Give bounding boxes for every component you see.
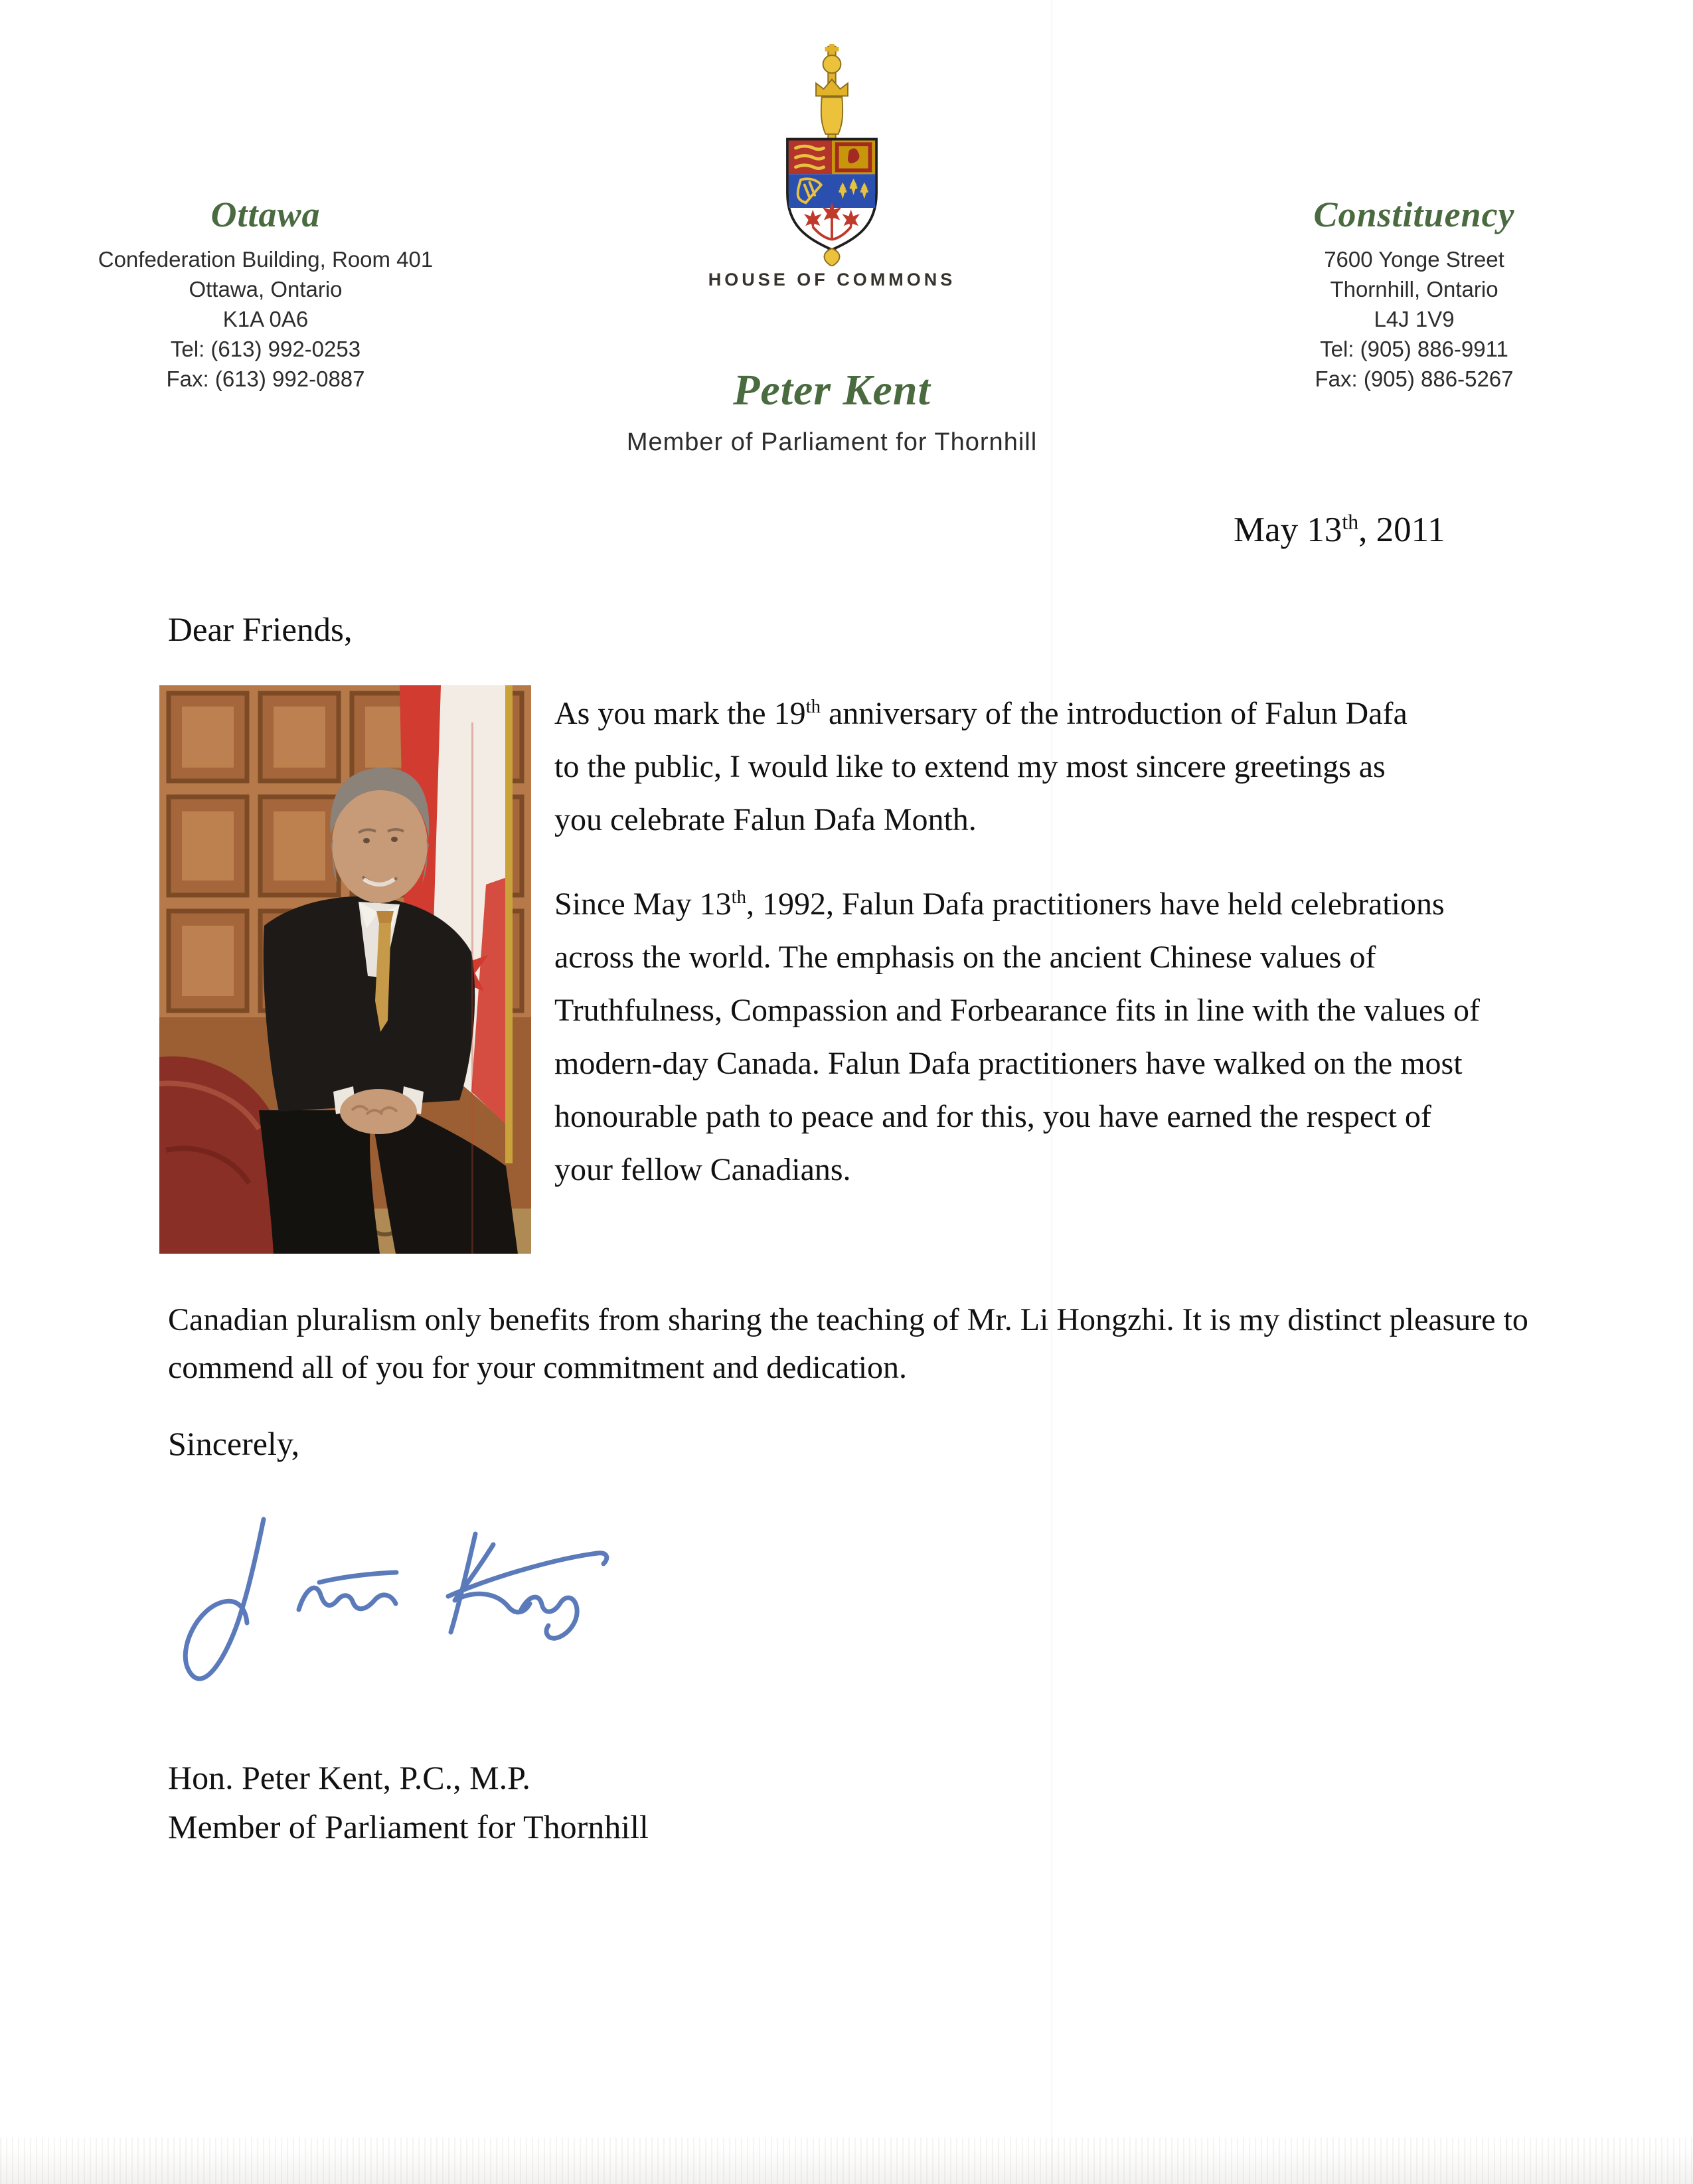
ottawa-address-line: Confederation Building, Room 401	[98, 247, 434, 272]
mp-title-header: Member of Parliament for Thornhill	[626, 428, 1038, 456]
signer-name: Hon. Peter Kent, P.C., M.P.	[168, 1759, 530, 1796]
constituency-postal-code: L4J 1V9	[1374, 307, 1455, 331]
photo-peter-kent	[159, 685, 531, 1254]
signer-title: Member of Parliament for Thornhill	[168, 1808, 649, 1845]
paragraph-text: Since May 13	[554, 886, 732, 922]
constituency-address-line: Thornhill, Ontario	[1330, 277, 1498, 301]
house-of-commons-title: HOUSE OF COMMONS	[708, 270, 956, 290]
ottawa-address-line: Ottawa, Ontario	[189, 277, 343, 301]
ottawa-address-block	[80, 194, 451, 394]
paragraph-anniversary	[554, 687, 1427, 847]
constituency-address-line: 7600 Yonge Street	[1324, 247, 1504, 272]
paragraph-values	[554, 878, 1484, 1197]
constituency-tel: Tel: (905) 886-9911	[1320, 337, 1508, 361]
constituency-fax: Fax: (905) 886-5267	[1315, 367, 1514, 391]
ordinal-superscript: th	[805, 696, 821, 717]
mp-name-script: Peter Kent	[733, 366, 931, 414]
handwritten-signature	[163, 1495, 627, 1708]
constituency-address-block	[1228, 194, 1600, 394]
closing-sincerely: Sincerely,	[168, 1425, 300, 1462]
salutation: Dear Friends,	[168, 612, 353, 649]
scan-line-artifact	[1051, 0, 1052, 2184]
ottawa-heading: Ottawa	[210, 195, 321, 234]
ottawa-tel: Tel: (613) 992-0253	[170, 337, 361, 361]
letter-date	[1234, 510, 1445, 550]
ordinal-superscript: th	[731, 886, 747, 908]
constituency-heading: Constituency	[1313, 195, 1515, 234]
paragraph-text: , 1992, Falun Dafa practitioners have held celebrations across the world. The emphasis on the ancient Chinese values of Truthfulness, Compassion and Forbearance fits in line with the values of modern-day Canada. Falun Dafa practitioners have walked on the most honourable path to peace and for this, you have earned the respect of your fellow Canadians.	[554, 886, 1481, 1187]
paragraph-text: As you mark the 19	[554, 696, 806, 731]
paragraph-text: anniversary of the introduction of Falun Dafa to the public, I would like to extend my most sincere greetings as you celebrate Falun Dafa Month.	[554, 696, 1408, 837]
paragraph-pluralism: Canadian pluralism only benefits from sharing the teaching of Mr. Li Hongzhi. It is my distinct pleasure to commend all of you for your commitment and dedication.	[168, 1302, 1528, 1385]
house-of-commons-crest-icon	[756, 44, 908, 266]
date-ordinal: th	[1342, 510, 1359, 534]
date-year: , 2011	[1358, 511, 1445, 549]
date-day: May 13	[1234, 511, 1342, 549]
ottawa-fax: Fax: (613) 992-0887	[166, 367, 365, 391]
scan-noise-strip	[0, 2138, 1693, 2184]
signer-block	[168, 1753, 1097, 1851]
ottawa-postal-code: K1A 0A6	[222, 307, 309, 331]
